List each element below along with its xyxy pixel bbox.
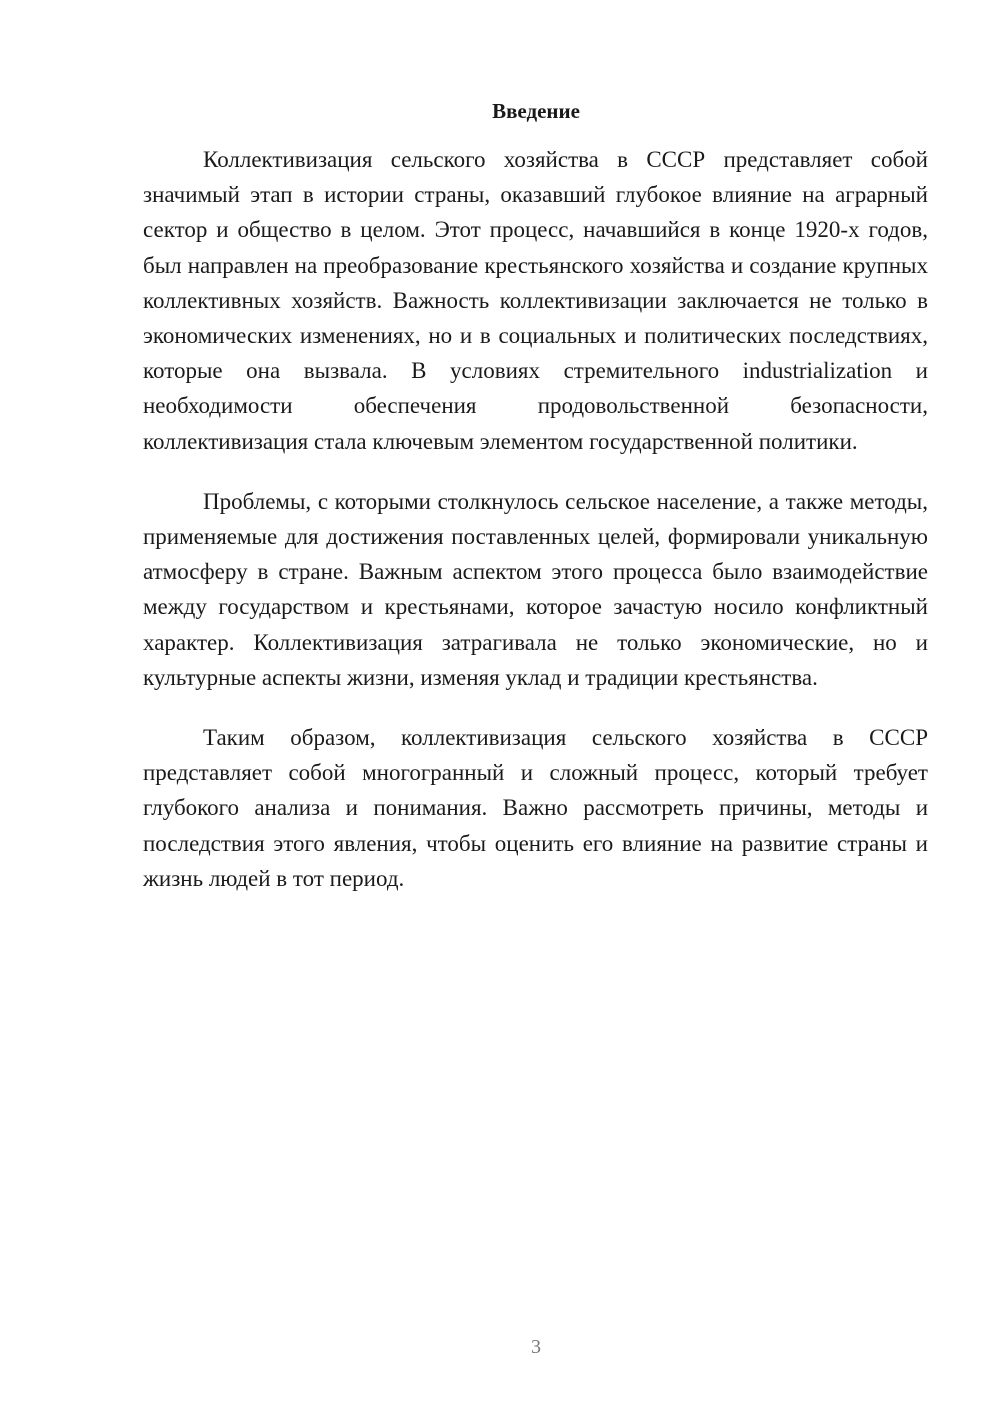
paragraph-2: Проблемы, с которыми столкнулось сельское население, а также методы, применяемые для достижения поставленных целей, формировали уникальную атмосферу в стране. Важным аспектом этого процесса было взаимодействие между государством и крестьянами, которое зачастую носило конфликтный характер. Коллективизация затрагивала не только экономические, но и культурные аспекты жизни, изменяя уклад и традиции крестьянства. — [143, 488, 928, 690]
page-number: 3 — [531, 1336, 541, 1358]
paragraph-3: Таким образом, коллективизация сельского хозяйства в СССР представляет собой многогранный и сложный процесс, который требует глубокого анализа и понимания. Важно рассмотреть причины, методы и последствия этого явления, чтобы оценить его влияние на развитие страны и жизнь людей в тот период. — [143, 725, 928, 891]
paragraph-1: Коллективизация сельского хозяйства в СССР представляет собой значимый этап в истории страны, оказавший глубокое влияние на аграрный сектор и общество в целом. Этот процесс, начавшийся в конце 1920-х годов, был направлен на преобразование крестьянского хозяйства и создание крупных коллективных хозяйств. Важность коллективизации заключается не только в экономических изменениях, но и в социальных и политических последствиях, которые она вызвала. В условиях стремительного industrialization и необходимости обеспечения продовольственной безопасности, коллективизация стала ключевым элементом государственной политики. — [143, 147, 928, 454]
body-text — [143, 142, 928, 921]
section-title: Введение — [492, 99, 580, 123]
